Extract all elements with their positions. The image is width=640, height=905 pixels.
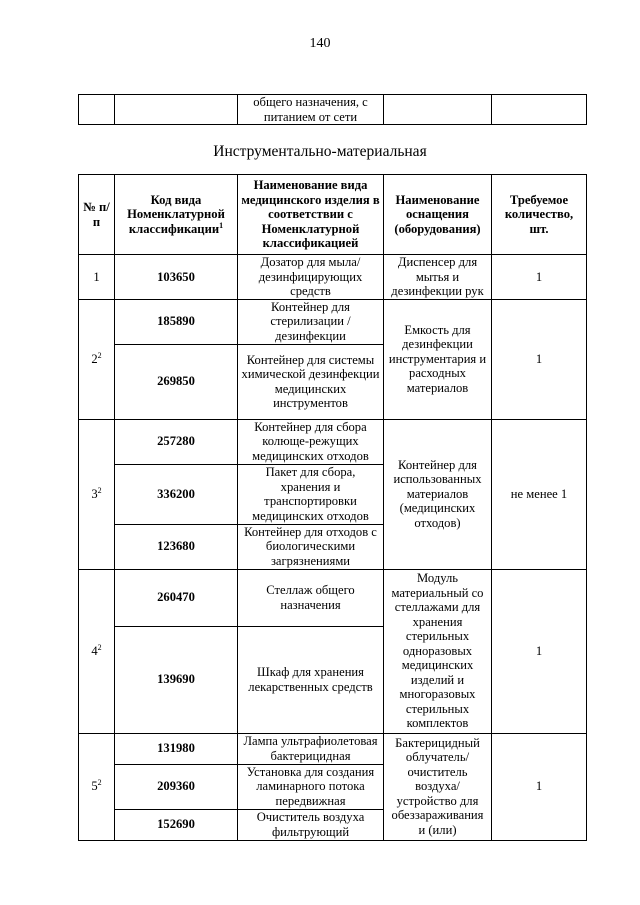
device-name: Лампа ультрафиолетовая бактерицидная xyxy=(238,733,384,764)
device-name: Контейнер для стерилизации /дезинфекции xyxy=(238,299,384,344)
equipment-table xyxy=(78,174,587,841)
classification-code: 269850 xyxy=(115,344,238,419)
header-quantity: Требуемое количество, шт. xyxy=(492,175,587,255)
table-cell xyxy=(492,95,587,125)
row-number xyxy=(79,255,115,300)
table-row xyxy=(79,419,587,464)
classification-code: 131980 xyxy=(115,733,238,764)
row-number xyxy=(79,569,115,733)
device-name: Пакет для сбора, хранения и транспортировки медицинских отходов xyxy=(238,464,384,524)
row-number-text: 4 xyxy=(91,643,98,658)
table-row xyxy=(79,255,587,300)
row-number xyxy=(79,299,115,419)
required-quantity: не менее 1 xyxy=(492,419,587,569)
device-name: Контейнер для отходов с биологическими загрязнениями xyxy=(238,524,384,569)
device-name: Контейнер для системы химической дезинфекции медицинских инструментов xyxy=(238,344,384,419)
table-cell xyxy=(384,95,492,125)
row-number xyxy=(79,733,115,840)
continuation-row xyxy=(79,95,587,125)
row-number-text: 3 xyxy=(91,486,98,501)
classification-code: 209360 xyxy=(115,764,238,809)
table-row xyxy=(79,733,587,764)
row-number-text: 1 xyxy=(93,269,100,284)
classification-code: 123680 xyxy=(115,524,238,569)
table-row xyxy=(79,569,587,626)
equipment-name: Модуль материальный со стеллажами для хранения стерильных одноразовых медицинских изделий и многоразовых стерильных комплектов xyxy=(384,569,492,733)
row-number-text: 2 xyxy=(91,351,98,366)
equipment-name: Бактерицидный облучатель/ очиститель воздуха/ устройство для обеззараживания и (или) xyxy=(384,733,492,840)
classification-code: 152690 xyxy=(115,809,238,840)
required-quantity: 1 xyxy=(492,299,587,419)
classification-code: 336200 xyxy=(115,464,238,524)
footnote-marker: 2 xyxy=(97,778,102,788)
equipment-name: Емкость для дезинфекции инструментария и расходных материалов xyxy=(384,299,492,419)
footnote-marker: 1 xyxy=(219,220,224,230)
device-name: Шкаф для хранения лекарственных средств xyxy=(238,626,384,733)
classification-code: 257280 xyxy=(115,419,238,464)
footnote-marker: 2 xyxy=(97,642,102,652)
required-quantity: 1 xyxy=(492,569,587,733)
header-equipment: Наименование оснащения (оборудования) xyxy=(384,175,492,255)
device-name: Очиститель воздуха фильтрующий xyxy=(238,809,384,840)
equipment-name: Контейнер для использованных материалов (медицинских отходов) xyxy=(384,419,492,569)
table-cell: общего назначения, с питанием от сети xyxy=(238,95,384,125)
table-cell xyxy=(115,95,238,125)
device-name: Дозатор для мыла/ дезинфицирующих средств xyxy=(238,255,384,300)
device-name: Контейнер для сбора колюще-режущих медицинских отходов xyxy=(238,419,384,464)
classification-code: 185890 xyxy=(115,299,238,344)
row-number-text: 5 xyxy=(91,779,98,794)
classification-code: 139690 xyxy=(115,626,238,733)
classification-code: 260470 xyxy=(115,569,238,626)
header-row xyxy=(79,175,587,255)
table-row xyxy=(79,299,587,344)
page-number: 140 xyxy=(309,36,331,51)
header-num: № п/п xyxy=(79,175,115,255)
header-name: Наименование вида медицинского изделия в соответствии с Номенклатурной классификацией xyxy=(238,175,384,255)
header-code-text: Код вида Номенклатурной классификации xyxy=(127,192,225,236)
device-name: Установка для создания ламинарного потока передвижная xyxy=(238,764,384,809)
required-quantity: 1 xyxy=(492,733,587,840)
table-cell xyxy=(79,95,115,125)
device-name: Стеллаж общего назначения xyxy=(238,569,384,626)
classification-code: 103650 xyxy=(115,255,238,300)
row-number xyxy=(79,419,115,569)
section-title: Инструментально-материальная xyxy=(213,143,427,160)
continuation-table xyxy=(78,94,587,125)
footnote-marker: 2 xyxy=(97,485,102,495)
required-quantity: 1 xyxy=(492,255,587,300)
footnote-marker: 2 xyxy=(97,350,102,360)
equipment-name: Диспенсер для мытья и дезинфекции рук xyxy=(384,255,492,300)
header-code xyxy=(115,175,238,255)
